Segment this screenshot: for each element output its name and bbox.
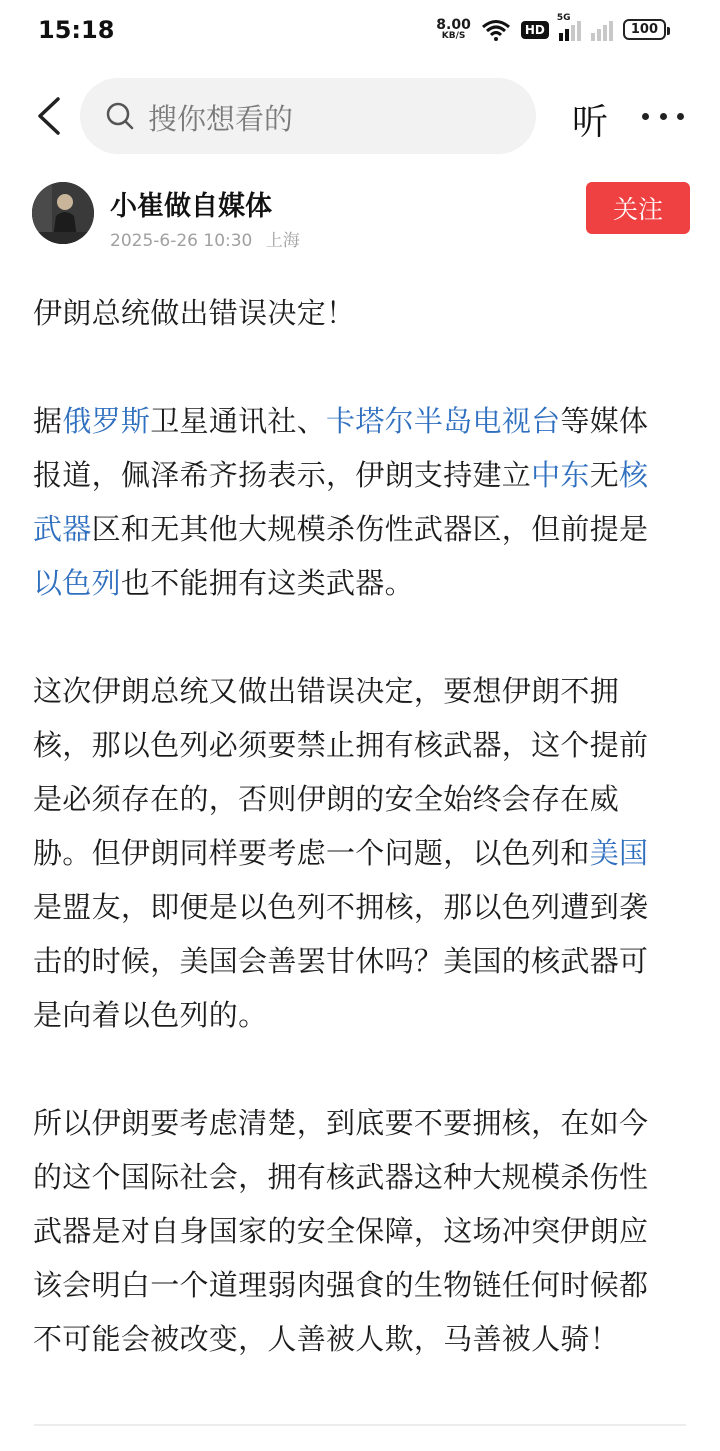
wifi-icon xyxy=(481,19,511,41)
signal-label: 5G xyxy=(556,12,571,23)
search-bar[interactable] xyxy=(80,78,536,154)
post-date: 2025-6-26 10:30 xyxy=(110,231,253,251)
article-text: 卫星通讯社、 xyxy=(150,404,327,438)
post-location: 上海 xyxy=(265,231,300,251)
battery-icon: 100 xyxy=(623,19,666,40)
topic-link[interactable]: 核武器 xyxy=(33,458,649,546)
topic-link[interactable]: 美国 xyxy=(589,836,649,870)
author-name[interactable]: 小崔做自媒体 xyxy=(110,191,272,222)
network-speed-unit: KB/S xyxy=(441,31,466,41)
article-text: 区和无其他大规模杀伤性武器区，但前提是 xyxy=(91,512,649,546)
article-text: 据 xyxy=(33,404,63,438)
network-speed-value: 8.00 xyxy=(436,17,471,33)
article-text: 无 xyxy=(589,458,620,492)
signal-icon xyxy=(591,19,613,41)
article-text: 等媒体报道，佩泽希齐扬表示，伊朗支持建立 xyxy=(33,404,649,492)
network-speed xyxy=(436,18,471,41)
hd-icon: HD xyxy=(521,21,549,39)
paragraph-1: 伊朗总统做出错误决定！ xyxy=(33,296,356,330)
signal-5g-icon xyxy=(556,12,581,41)
avatar[interactable] xyxy=(32,182,94,244)
more-icon[interactable] xyxy=(642,96,684,136)
status-icons xyxy=(436,12,666,41)
status-bar xyxy=(0,0,720,64)
topic-link[interactable]: 卡塔尔半岛电视台 xyxy=(326,404,561,438)
article-text: 这次伊朗总统又做出错误决定，要想伊朗不拥核，那以色列必须要禁止拥有核武器，这个提前是必须存在的，否则伊朗的安全始终会存在威胁。但伊朗同样要考虑一个问题，以色列和 xyxy=(33,674,649,870)
topic-link[interactable]: 俄罗斯 xyxy=(62,404,151,438)
topic-link[interactable]: 中东 xyxy=(531,458,590,492)
paragraph-3 xyxy=(33,664,677,1042)
status-time: 15:18 xyxy=(38,16,115,44)
search-placeholder: 搜你想看的 xyxy=(148,102,294,136)
post-meta xyxy=(110,226,308,251)
search-icon xyxy=(106,102,134,130)
paragraph-2 xyxy=(33,394,677,610)
listen-button[interactable]: 听 xyxy=(572,102,609,143)
follow-button[interactable]: 关注 xyxy=(586,182,690,234)
article-text: 也不能拥有这类武器。 xyxy=(120,566,414,600)
topic-link[interactable]: 以色列 xyxy=(33,566,121,600)
article-body xyxy=(33,286,677,1420)
paragraph-4: 所以伊朗要考虑清楚，到底要不要拥核，在如今的这个国际社会，拥有核武器这种大规模杀伤性武器是对自身国家的安全保障，这场冲突伊朗应该会明白一个道理弱肉强食的生物链任何时候都不可能会被改变，人善被人欺，马善被人骑！ xyxy=(33,1106,649,1356)
divider xyxy=(34,1424,686,1426)
back-icon[interactable] xyxy=(34,96,64,136)
article-text: 是盟友，即便是以色列不拥核，那以色列遭到袭击的时候，美国会善罢甘休吗？美国的核武器可是向着以色列的。 xyxy=(33,890,649,1032)
